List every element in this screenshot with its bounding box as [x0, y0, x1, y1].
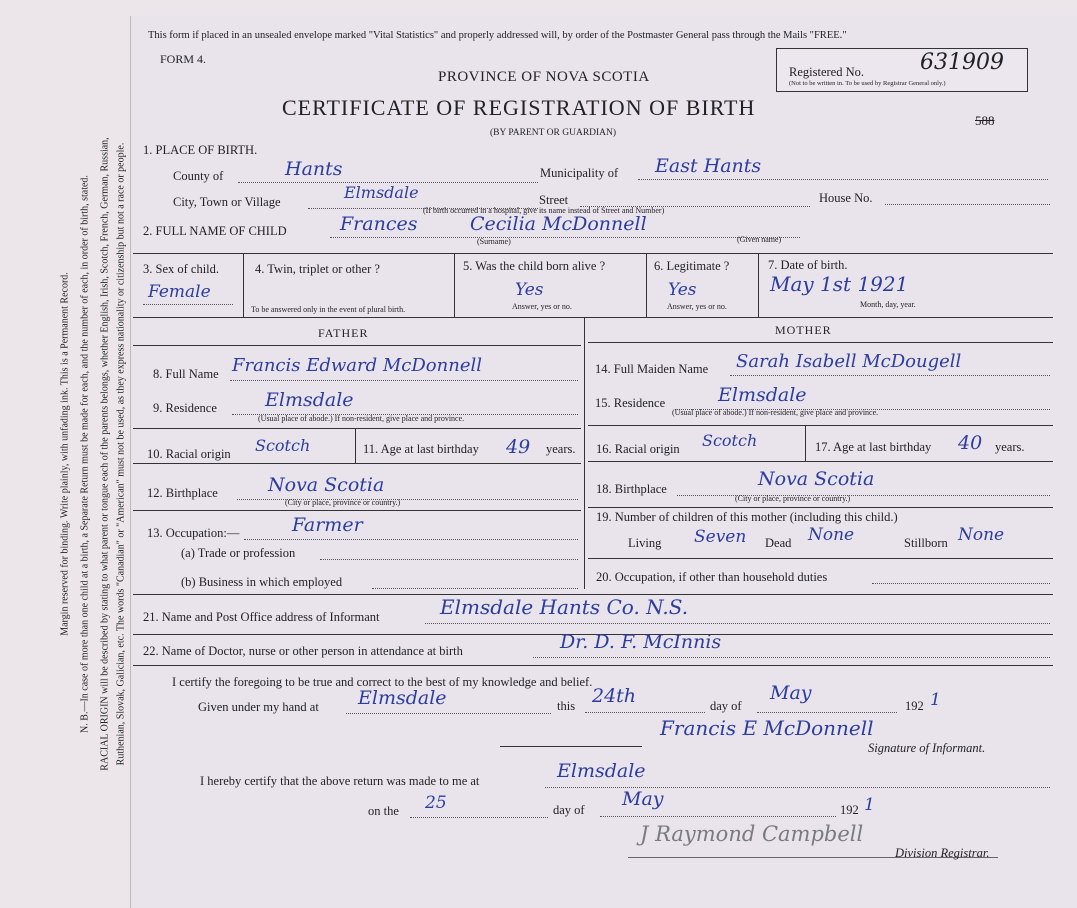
facts-divider-3 — [646, 253, 647, 317]
certify-text: I certify the foregoing to be true and correct to the best of my knowledge and belief. — [172, 675, 593, 689]
father-abode-note: (Usual place of abode.) If non-resident, give place and province. — [258, 414, 465, 423]
father-racial: Scotch — [255, 436, 311, 455]
signature-left-rule — [500, 746, 642, 747]
facts-divider-2 — [454, 253, 455, 317]
mother-occ-line — [872, 583, 1050, 584]
street-label: Street — [539, 193, 569, 207]
registrar-signature: J Raymond Campbell — [640, 822, 864, 846]
father-bp-note: (City or place, province or country.) — [285, 498, 401, 507]
father-trade-label: (a) Trade or profession — [181, 546, 296, 560]
mother-children-label: 19. Number of children of this mother (including this child.) — [596, 510, 898, 524]
mother-years: years. — [995, 440, 1025, 454]
county-label: County of — [173, 169, 224, 183]
date-value: May 1st 1921 — [770, 272, 909, 296]
father-bp-label: 12. Birthplace — [147, 486, 218, 500]
legit-label: 6. Legitimate ? — [654, 259, 730, 273]
father-years: years. — [546, 442, 576, 456]
father-rule-4 — [133, 510, 581, 511]
mother-racial-label: 16. Racial origin — [596, 442, 680, 456]
registrar-label: Division Registrar. — [895, 846, 990, 860]
day-of-label: day of — [710, 699, 742, 713]
child-name-line — [330, 237, 800, 238]
county-value: Hants — [285, 158, 343, 180]
alive-note: Answer, yes or no. — [512, 302, 572, 311]
father-name-label: 8. Full Name — [153, 367, 219, 381]
month-line — [757, 712, 897, 713]
facts-divider-4 — [758, 253, 759, 317]
given-place: Elmsdale — [358, 687, 447, 709]
signature-label: Signature of Informant. — [868, 741, 986, 755]
sex-label: 3. Sex of child. — [143, 262, 220, 276]
father-age: 49 — [506, 436, 531, 458]
margin-note-4 — [114, 0, 128, 908]
mother-age-label: 17. Age at last birthday — [815, 440, 932, 454]
margin-text-1: Margin reserved for binding. Write plainly, with unfading ink. This is a Permanent Record. — [59, 272, 71, 636]
twin-label: 4. Twin, triplet or other ? — [255, 262, 380, 276]
mother-bp: Nova Scotia — [758, 468, 875, 490]
informant-value: Elmsdale Hants Co. N.S. — [440, 595, 689, 619]
date-note: Month, day, year. — [860, 300, 916, 309]
margin-note-1 — [58, 0, 72, 908]
mother-heading: MOTHER — [775, 323, 832, 337]
year-digit: 1 — [930, 690, 941, 710]
month-value: May — [770, 682, 812, 704]
informant-label: 21. Name and Post Office address of Informant — [143, 610, 380, 624]
father-res-label: 9. Residence — [153, 401, 217, 415]
mother-res: Elmsdale — [718, 384, 807, 406]
doctor-rule — [133, 665, 1053, 666]
municipality-label: Municipality of — [540, 166, 619, 180]
surname-hint: (Surname) — [477, 237, 511, 246]
mother-rule-4 — [588, 507, 1053, 508]
mother-age: 40 — [958, 432, 983, 454]
given-hand-label: Given under my hand at — [198, 700, 319, 714]
hospital-note: (If birth occurred in a hospital, give its name instead of Street and Number) — [423, 206, 665, 215]
return-place: Elmsdale — [557, 760, 646, 782]
mother-bp-note: (City or place, province or country.) — [735, 494, 851, 503]
doctor-value: Dr. D. F. McInnis — [560, 631, 722, 653]
father-heading: FATHER — [318, 326, 369, 340]
mail-notice: This form if placed in an unsealed envelope marked "Vital Statistics" and properly addressed will, by order of the Postmaster General pass through the Mails "FREE." — [148, 30, 847, 41]
legit-note: Answer, yes or no. — [667, 302, 727, 311]
margin-text-4: Ruthenian, Slovak, Galician, etc. The words "Canadian" or "American" must not be used, as they express nationality or citizenship but not a race or people. — [115, 142, 127, 766]
father-rule-2 — [133, 428, 581, 429]
father-trade-line — [320, 559, 578, 560]
sex-line — [143, 304, 233, 305]
mother-occ-label: 20. Occupation, if other than household duties — [596, 570, 828, 584]
city-value: Elmsdale — [344, 183, 419, 202]
margin-text-3: RACIAL ORIGIN will be described by stating to what parent or tongue each of the parents belongs, whether English, Irish, Scotch, French, German, Russian, — [99, 137, 111, 771]
mother-rule — [588, 342, 1053, 343]
month2-line — [600, 816, 836, 817]
on-the-label: on the — [368, 804, 399, 818]
dead-label: Dead — [765, 536, 792, 550]
certificate-subtitle: (BY PARENT OR GUARDIAN) — [490, 128, 617, 138]
father-name: Francis Edward McDonnell — [232, 355, 482, 376]
municipality-value: East Hants — [655, 155, 762, 177]
mother-age-divider — [805, 425, 806, 461]
day-line — [585, 712, 705, 713]
margin-note-2 — [78, 0, 92, 908]
province-title: PROVINCE OF NOVA SCOTIA — [438, 69, 650, 85]
year2-prefix: 192 — [840, 803, 859, 817]
living-label: Living — [628, 536, 662, 550]
informant-signature: Francis E McDonnell — [660, 716, 874, 740]
registered-sub: (Not to be written in. To be used by Registrar General only.) — [789, 80, 946, 87]
day-value: 24th — [592, 685, 637, 707]
given-name-hint: (Given name) — [737, 235, 782, 244]
mother-rule-5 — [588, 558, 1053, 559]
given-place-line — [346, 713, 551, 714]
facts-top-rule — [133, 253, 1053, 254]
form-number: FORM 4. — [160, 52, 207, 66]
alive-label: 5. Was the child born alive ? — [463, 259, 606, 273]
stillborn-label: Stillborn — [904, 536, 948, 550]
alive-value: Yes — [515, 280, 544, 300]
mother-name-line — [730, 375, 1050, 376]
margin-text-2: N. B.—In case of more than one child at a birth, a Separate Return must be made for each, and the number of each, in order of birth, stated. — [79, 175, 91, 733]
father-business-label: (b) Business in which employed — [181, 575, 343, 589]
margin-note-3 — [98, 0, 112, 908]
mother-racial: Scotch — [702, 431, 758, 450]
year-prefix: 192 — [905, 699, 924, 713]
house-line — [885, 204, 1050, 205]
father-occ-line — [244, 539, 578, 540]
father-res: Elmsdale — [265, 389, 354, 411]
mother-name: Sarah Isabell McDougell — [736, 351, 962, 372]
mother-abode-note: (Usual place of abode.) If non-resident, give place and province. — [672, 408, 879, 417]
struck-number: 588 — [975, 113, 995, 128]
return-label: I hereby certify that the above return was made to me at — [200, 774, 480, 788]
year2-digit: 1 — [864, 795, 875, 815]
certificate-title: CERTIFICATE OF REGISTRATION OF BIRTH — [282, 95, 756, 120]
dead-value: None — [808, 525, 855, 545]
father-rule-3 — [133, 463, 581, 464]
mother-bp-label: 18. Birthplace — [596, 482, 667, 496]
father-occ-label: 13. Occupation:— — [147, 526, 240, 540]
on-day-value: 25 — [425, 793, 447, 813]
registered-label: Registered No. — [789, 65, 864, 79]
father-occ: Farmer — [292, 514, 363, 536]
mother-rule-2 — [588, 425, 1053, 426]
return-place-line — [545, 787, 1050, 788]
sex-value: Female — [148, 282, 211, 302]
father-racial-label: 10. Racial origin — [147, 447, 231, 461]
father-age-label: 11. Age at last birthday — [363, 442, 479, 456]
child-given-name: Frances — [340, 213, 418, 235]
father-bp: Nova Scotia — [268, 474, 385, 496]
mother-res-label: 15. Residence — [595, 396, 666, 410]
legit-value: Yes — [668, 280, 697, 300]
doctor-label: 22. Name of Doctor, nurse or other person in attendance at birth — [143, 644, 463, 658]
twin-note: To be answered only in the event of plural birth. — [251, 305, 406, 314]
on-day-line — [410, 817, 548, 818]
municipality-line — [638, 179, 1048, 180]
mother-bp-line — [677, 495, 1050, 496]
place-heading: 1. PLACE OF BIRTH. — [143, 143, 258, 157]
month2-value: May — [622, 788, 664, 810]
child-name-label: 2. FULL NAME OF CHILD — [143, 224, 287, 238]
father-age-divider — [355, 428, 356, 463]
mother-rule-3 — [588, 461, 1053, 462]
house-label: House No. — [819, 191, 873, 205]
father-rule — [133, 345, 581, 346]
father-name-line — [230, 380, 578, 381]
parents-divider — [584, 317, 585, 589]
facts-bottom-rule — [133, 317, 1053, 318]
facts-divider-1 — [243, 253, 244, 317]
mother-name-label: 14. Full Maiden Name — [595, 362, 709, 376]
city-label: City, Town or Village — [173, 195, 281, 209]
stillborn-value: None — [958, 525, 1005, 545]
informant-line — [425, 623, 1050, 624]
this-label: this — [557, 699, 576, 713]
living-value: Seven — [694, 527, 747, 547]
day-of-label-2: day of — [553, 803, 585, 817]
father-business-line — [372, 588, 578, 589]
registered-number: 631909 — [920, 50, 1004, 75]
date-label: 7. Date of birth. — [768, 258, 848, 272]
doctor-line — [533, 657, 1050, 658]
child-other-names: Cecilia McDonnell — [470, 213, 647, 235]
